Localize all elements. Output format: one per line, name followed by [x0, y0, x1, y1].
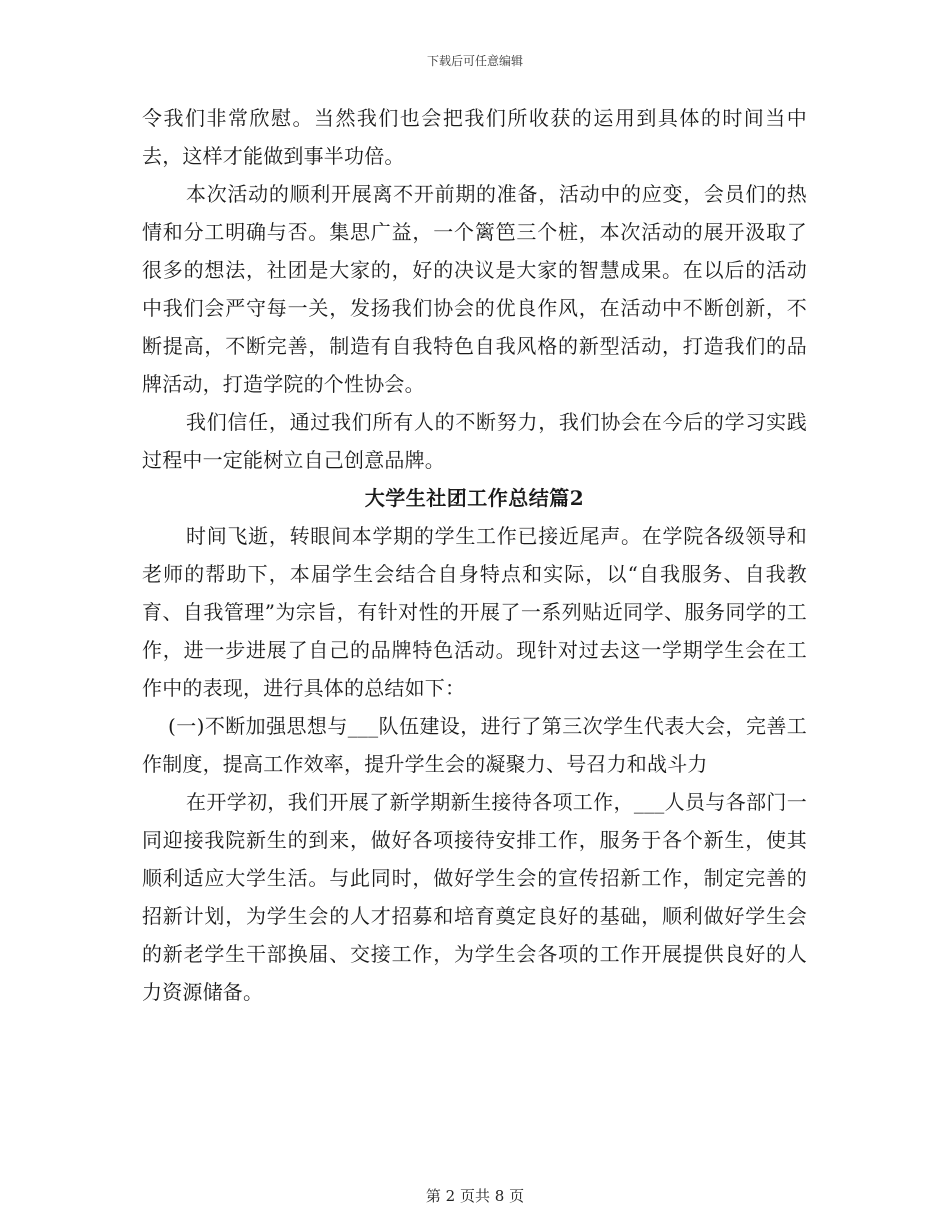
paragraph-intro: 时间飞逝，转眼间本学期的学生工作已接近尾声。在学院各级领导和老师的帮助下，本届学生会结合自身特点和实际，以“自我服务、自我教育、自我管理”为宗旨，有针对性的开展了一系列贴近同学、服务同学的工作，进一步进展了自己的品牌特色活动。现针对过去这一学期学生会在工作中的表现，进行具体的总结如下：: [142, 524, 807, 700]
paragraph-activity-preparation: 本次活动的顺利开展离不开前期的准备，活动中的应变，会员们的热情和分工明确与否。集思广益，一个篱笆三个桩，本次活动的展开汲取了很多的想法，社团是大家的，好的决议是大家的智慧成果。在以后的活动中我们会严守每一关，发扬我们协会的优良作风，在活动中不断创新，不断提高，不断完善，制造有自我特色自我风格的新型活动，打造我们的品牌活动，打造学院的个性协会。: [142, 182, 807, 396]
page-header: 下载后可任意编辑: [426, 54, 523, 68]
page-number: 第 2 页共 8 页: [425, 1187, 525, 1205]
paragraph-item-1: (一)不断加强思想与___队伍建设，进行了第三次学生代表大会，完善工作制度，提高工作效率，提升学生会的凝聚力、号召力和战斗力: [142, 714, 807, 776]
paragraph-belief: 我们信任，通过我们所有人的不断努力，我们协会在今后的学习实践过程中一定能树立自己创意品牌。: [142, 410, 807, 472]
paragraph-continued: 令我们非常欣慰。当然我们也会把我们所收获的运用到具体的时间当中去，这样才能做到事半功倍。: [142, 106, 807, 168]
document-body: [142, 99, 807, 1011]
paragraph-freshman-reception: 在开学初，我们开展了新学期新生接待各项工作，___人员与各部门一同迎接我院新生的到来，做好各项接待安排工作，服务于各个新生，使其顺利适应大学生活。与此同时，做好学生会的宣传招新工作，制定完善的招新计划，为学生会的人才招募和培育奠定良好的基础，顺利做好学生会的新老学生干部换届、交接工作，为学生会各项的工作开展提供良好的人力资源储备。: [142, 790, 807, 1004]
section-heading: 大学生社团工作总结篇2: [364, 486, 585, 510]
